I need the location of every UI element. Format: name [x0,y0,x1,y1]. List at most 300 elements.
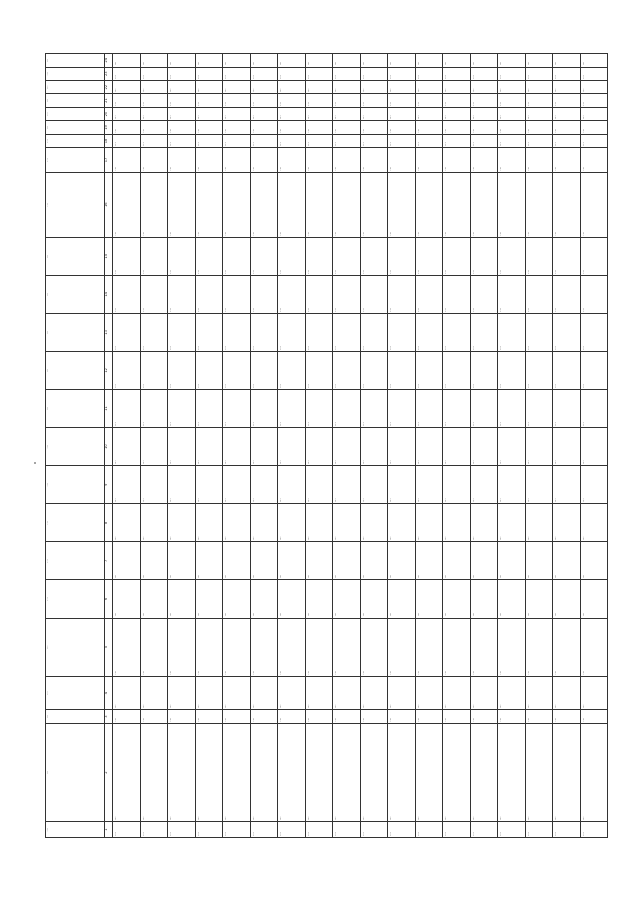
table-cell: … [360,172,388,237]
table-cell: … [140,313,168,351]
table-cell: … [333,710,361,723]
table-cell: … [223,94,251,107]
table-cell: … [580,54,608,68]
column-number: 13 [105,313,113,351]
table-cell: … [470,466,498,504]
table-cell: … [360,618,388,676]
table-cell: … [195,172,223,237]
table-cell: … [498,121,526,134]
row-name-cell: … [580,723,608,822]
table-cell: … [360,54,388,68]
table-cell: … [223,428,251,466]
table-cell: … [250,107,278,120]
table-cell: … [278,504,306,542]
table-cell: … [250,618,278,676]
table-cell: … [113,580,141,618]
table-cell: … [470,54,498,68]
row-number-cell: … [223,822,251,838]
table-cell: … [553,313,581,351]
table-cell: … [498,94,526,107]
table-cell: … [360,390,388,428]
table-row [498,54,526,838]
table-cell: … [580,275,608,313]
table-cell: … [168,542,196,580]
table-cell: … [250,237,278,275]
table-cell: … [388,67,416,80]
table-cell: … [305,94,333,107]
table-cell: … [388,121,416,134]
table-cell: … [113,172,141,237]
table-cell: … [140,54,168,68]
table-cell: … [168,54,196,68]
column-number: 1 [105,822,113,838]
column-header: … [46,822,105,838]
table-cell: … [498,275,526,313]
column-number: 9 [105,466,113,504]
table-cell: … [195,466,223,504]
table-cell: … [333,504,361,542]
table-cell: … [333,275,361,313]
column-header: … [46,580,105,618]
column-number: 3 [105,710,113,723]
column-header: … [46,313,105,351]
table-cell: … [305,67,333,80]
table-cell: … [223,580,251,618]
column-header: … [46,172,105,237]
table-cell: … [223,390,251,428]
table-cell: … [580,710,608,723]
table-cell: … [580,580,608,618]
table-row [113,54,141,838]
row-name-cell: … [443,723,471,822]
table-cell: … [223,134,251,147]
column-number: 7 [105,542,113,580]
table-cell: … [553,428,581,466]
table-cell: … [443,710,471,723]
table-cell: … [443,107,471,120]
table-cell: … [498,542,526,580]
row-number-cell: … [443,822,471,838]
table-cell: … [333,107,361,120]
table-cell: … [305,618,333,676]
table-cell: … [415,237,443,275]
table-cell: … [498,466,526,504]
column-number: 23 [105,67,113,80]
table-cell: … [250,121,278,134]
table-cell: … [360,107,388,120]
table-cell: … [553,275,581,313]
table-cell: … [388,618,416,676]
table-cell: … [195,275,223,313]
table-cell: … [278,107,306,120]
table-cell: … [553,618,581,676]
table-cell: … [360,80,388,93]
table-cell: … [443,580,471,618]
table-cell: … [443,504,471,542]
table-cell: … [415,618,443,676]
row-name-cell: … [140,723,168,822]
table-cell: … [168,390,196,428]
table-cell: … [333,148,361,173]
row-number-cell: … [250,822,278,838]
table-cell: … [525,54,553,68]
table-cell: … [305,107,333,120]
table-cell: … [305,466,333,504]
table-cell: … [305,542,333,580]
table-cell: … [443,466,471,504]
table-cell: … [415,504,443,542]
column-number: 11 [105,390,113,428]
table-cell: … [360,94,388,107]
table-cell: … [305,676,333,710]
table-cell: … [113,710,141,723]
table-cell: … [305,121,333,134]
column-number: 24 [105,54,113,68]
table-cell: … [443,172,471,237]
table-cell: … [195,148,223,173]
table-cell: … [333,313,361,351]
table-cell: … [360,275,388,313]
row-name-cell: … [415,723,443,822]
table-cell: … [195,80,223,93]
table-cell: … [168,148,196,173]
table-cell: … [470,676,498,710]
table-cell: … [195,54,223,68]
row-number-cell: … [553,822,581,838]
table-cell: … [278,428,306,466]
table-cell: … [168,504,196,542]
table-cell: … [498,580,526,618]
column-header: … [46,542,105,580]
table-cell: … [525,676,553,710]
table-cell: … [140,94,168,107]
table-cell: … [195,237,223,275]
table-cell: … [223,351,251,389]
column-header: … [46,390,105,428]
column-header: … [46,710,105,723]
table-cell: … [250,710,278,723]
table-cell: … [360,676,388,710]
table-cell: … [250,54,278,68]
table-cell: … [580,67,608,80]
table-cell: … [415,428,443,466]
table-cell: … [113,676,141,710]
table-cell: … [140,121,168,134]
table-cell: … [360,313,388,351]
table-cell: … [140,466,168,504]
table-cell: … [525,542,553,580]
table-cell: … [333,54,361,68]
table-cell: … [498,148,526,173]
table-cell: … [250,580,278,618]
table-cell: … [498,710,526,723]
table-cell: … [553,580,581,618]
table-cell: … [525,580,553,618]
table-cell: … [333,466,361,504]
table-cell: … [168,428,196,466]
table-cell: … [415,54,443,68]
table-cell: … [250,172,278,237]
table-cell: … [388,134,416,147]
table-cell: … [140,237,168,275]
table-cell: … [553,121,581,134]
table-cell: … [415,107,443,120]
table-cell: … [113,618,141,676]
table-cell: … [305,237,333,275]
table-cell: … [498,107,526,120]
column-number: 18 [105,134,113,147]
row-name-cell: … [470,723,498,822]
column-header: … [46,121,105,134]
table-cell: … [388,107,416,120]
table-cell: … [525,67,553,80]
table-cell: … [333,618,361,676]
table-cell: … [498,134,526,147]
table-cell: … [250,504,278,542]
table-cell: … [525,80,553,93]
table-cell: … [580,618,608,676]
table-cell: … [223,542,251,580]
column-number: 10 [105,428,113,466]
table-cell: … [333,542,361,580]
table-cell: … [525,121,553,134]
table-cell: … [553,466,581,504]
table-cell: … [140,80,168,93]
table-cell: … [580,542,608,580]
table-cell: … [580,121,608,134]
table-cell: … [278,121,306,134]
table-cell: … [553,54,581,68]
table-cell: … [498,313,526,351]
table-cell: … [443,134,471,147]
table-cell: … [360,504,388,542]
column-header: … [46,107,105,120]
table-cell: … [553,148,581,173]
table-cell: … [305,80,333,93]
table-cell: … [278,172,306,237]
table-cell: … [278,390,306,428]
table-cell: … [553,504,581,542]
table-cell: … [278,618,306,676]
table-cell: … [140,580,168,618]
table-cell: … [168,121,196,134]
table-cell: … [250,390,278,428]
table-cell: … [443,148,471,173]
table-cell: … [443,351,471,389]
table-cell: … [250,313,278,351]
column-header: … [46,723,105,822]
table-cell: … [278,54,306,68]
table-cell: … [580,237,608,275]
table-cell: … [113,542,141,580]
table-cell: … [580,94,608,107]
table-cell: … [195,390,223,428]
table-cell: … [223,618,251,676]
table-cell: … [443,275,471,313]
row-name-cell: … [525,723,553,822]
table-cell: … [470,710,498,723]
table-cell: … [443,54,471,68]
table-cell: … [168,275,196,313]
table-row [168,54,196,838]
table-cell: … [498,54,526,68]
column-header: … [46,618,105,676]
table-cell: … [113,428,141,466]
table-cell: … [388,390,416,428]
table-cell: … [333,134,361,147]
table-cell: … [360,428,388,466]
table-cell: … [168,94,196,107]
column-number: 15 [105,237,113,275]
table-row [415,54,443,838]
table-cell: … [140,148,168,173]
table-cell: … [223,466,251,504]
table-cell: … [278,94,306,107]
table-row [278,54,306,838]
table-cell: … [250,351,278,389]
table-cell: … [250,134,278,147]
table-cell: … [305,275,333,313]
table-cell: … [113,107,141,120]
table-cell: … [580,390,608,428]
table-cell: … [278,542,306,580]
table-cell: … [223,148,251,173]
table-cell: … [525,107,553,120]
table-cell: … [415,676,443,710]
table-cell: … [168,80,196,93]
column-number: 6 [105,580,113,618]
row-name-cell: … [498,723,526,822]
table-cell: … [278,275,306,313]
row-name-cell: … [360,723,388,822]
table-cell: … [553,237,581,275]
row-number-cell: … [305,822,333,838]
table-cell: … [443,676,471,710]
table-cell: … [443,428,471,466]
row-name-cell: … [305,723,333,822]
table-cell: … [250,275,278,313]
table-cell: … [333,80,361,93]
table-row [553,54,581,838]
table-cell: … [553,67,581,80]
table-cell: … [415,390,443,428]
table-cell: … [113,237,141,275]
table-cell: … [250,67,278,80]
table-cell: … [388,148,416,173]
table-cell: … [360,67,388,80]
table-cell: … [388,710,416,723]
table-cell: … [113,148,141,173]
table-cell: … [470,390,498,428]
table-cell: … [305,710,333,723]
table-cell: … [305,172,333,237]
table-cell: … [140,676,168,710]
table-cell: … [168,172,196,237]
table-cell: … [415,172,443,237]
table-cell: … [525,134,553,147]
table-cell: … [113,390,141,428]
table-cell: … [305,148,333,173]
column-header: … [46,148,105,173]
table-cell: … [360,237,388,275]
table-cell: … [525,390,553,428]
table-cell: … [470,67,498,80]
column-header: … [46,237,105,275]
row-name-cell: … [168,723,196,822]
table-cell: … [498,428,526,466]
table-cell: … [388,351,416,389]
table-cell: … [278,67,306,80]
table-cell: … [195,428,223,466]
table-cell: … [113,504,141,542]
table-cell: … [553,676,581,710]
table-cell: … [388,580,416,618]
table-cell: … [278,466,306,504]
table-row [443,54,471,838]
table-cell: … [470,580,498,618]
table-cell: … [168,107,196,120]
table-cell: … [223,676,251,710]
table-cell: … [195,107,223,120]
column-number: 4 [105,676,113,710]
table-cell: … [443,618,471,676]
table-cell: … [113,134,141,147]
column-number: 21 [105,94,113,107]
table-cell: … [278,676,306,710]
table-cell: … [360,542,388,580]
table-cell: … [580,466,608,504]
table-cell: … [140,172,168,237]
table-cell: … [223,67,251,80]
table-cell: … [470,107,498,120]
table-cell: … [140,504,168,542]
table-cell: … [388,428,416,466]
table-cell: … [168,134,196,147]
table-cell: … [250,148,278,173]
row-number-cell: … [140,822,168,838]
table-cell: … [525,710,553,723]
table-cell: … [305,134,333,147]
table-cell: … [415,580,443,618]
table-row [388,54,416,838]
table-cell: … [498,504,526,542]
table-cell: … [580,351,608,389]
table-cell: … [113,466,141,504]
table-cell: … [278,134,306,147]
row-name-cell: … [333,723,361,822]
row-number-cell: … [470,822,498,838]
table-cell: … [360,351,388,389]
row-number-cell: … [333,822,361,838]
table-cell: … [195,710,223,723]
table-cell: … [223,121,251,134]
table-cell: … [498,237,526,275]
table-cell: … [140,107,168,120]
table-cell: … [388,313,416,351]
row-number-cell: … [388,822,416,838]
table-cell: … [168,237,196,275]
table-cell: … [580,676,608,710]
table-cell: … [553,107,581,120]
table-cell: … [580,80,608,93]
table-cell: … [470,351,498,389]
table-cell: … [360,580,388,618]
column-header: … [46,54,105,68]
row-number-cell: … [498,822,526,838]
table-cell: … [305,313,333,351]
table-cell: … [498,390,526,428]
table-cell: … [168,710,196,723]
